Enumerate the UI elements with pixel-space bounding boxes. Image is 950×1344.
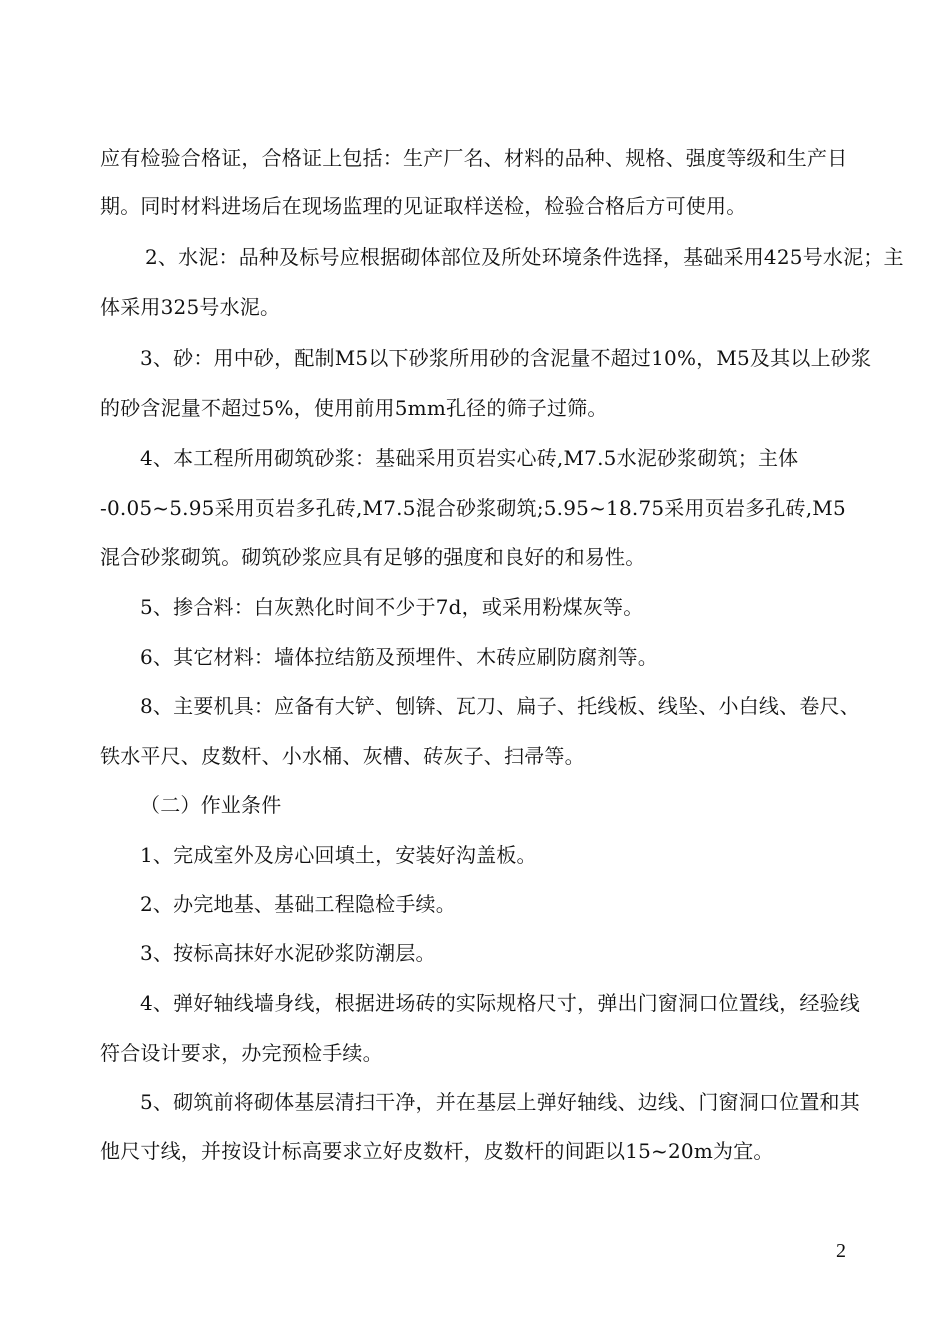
paragraph-line: 2、办完地基、基础工程隐检手续。: [140, 892, 456, 916]
paragraph-line: 5、砌筑前将砌体基层清扫干净，并在基层上弹好轴线、边线、门窗洞口位置和其: [140, 1090, 860, 1114]
paragraph-line: 应有检验合格证，合格证上包括：生产厂名、材料的品种、规格、强度等级和生产日: [100, 146, 848, 170]
section-heading: （二）作业条件: [140, 793, 282, 817]
paragraph-line: 1、完成室外及房心回填土，安装好沟盖板。: [140, 843, 537, 867]
paragraph-line: 符合设计要求，办完预检手续。: [100, 1041, 383, 1065]
paragraph-line: 3、按标高抹好水泥砂浆防潮层。: [140, 941, 436, 965]
paragraph-line: 6、其它材料：墙体拉结筋及预埋件、木砖应刷防腐剂等。: [140, 645, 658, 669]
paragraph-line: 4、弹好轴线墙身线，根据进场砖的实际规格尺寸，弹出门窗洞口位置线，经验线: [140, 991, 860, 1015]
paragraph-line: 5、掺合料：白灰熟化时间不少于7d，或采用粉煤灰等。: [140, 595, 644, 619]
paragraph-line: 他尺寸线，并按设计标高要求立好皮数杆，皮数杆的间距以15~20m为宜。: [100, 1139, 774, 1163]
paragraph-line: 4、本工程所用砌筑砂浆：基础采用页岩实心砖,M7.5水泥砂浆砌筑；主体: [140, 446, 799, 470]
page-number: 2: [836, 1240, 846, 1262]
paragraph-line: -0.05~5.95采用页岩多孔砖,M7.5混合砂浆砌筑;5.95~18.75采用页岩多孔砖,M5: [100, 496, 846, 520]
paragraph-line: 体采用325号水泥。: [100, 295, 281, 319]
paragraph-line: 的砂含泥量不超过5%，使用前用5mm孔径的筛子过筛。: [100, 396, 608, 420]
paragraph-line: 期。同时材料进场后在现场监理的见证取样送检，检验合格后方可使用。: [100, 194, 747, 218]
paragraph-line: 混合砂浆砌筑。砌筑砂浆应具有足够的强度和良好的和易性。: [100, 545, 646, 569]
paragraph-line: 2、水泥：品种及标号应根据砌体部位及所处环境条件选择，基础采用425号水泥；主: [145, 245, 904, 269]
paragraph-line: 3、砂：用中砂，配制M5以下砂浆所用砂的含泥量不超过10%，M5及其以上砂浆: [140, 346, 872, 370]
paragraph-line: 铁水平尺、皮数杆、小水桶、灰槽、砖灰子、扫帚等。: [100, 744, 585, 768]
paragraph-line: 8、主要机具：应备有大铲、刨锛、瓦刀、扁子、托线板、线坠、小白线、卷尺、: [140, 694, 860, 718]
